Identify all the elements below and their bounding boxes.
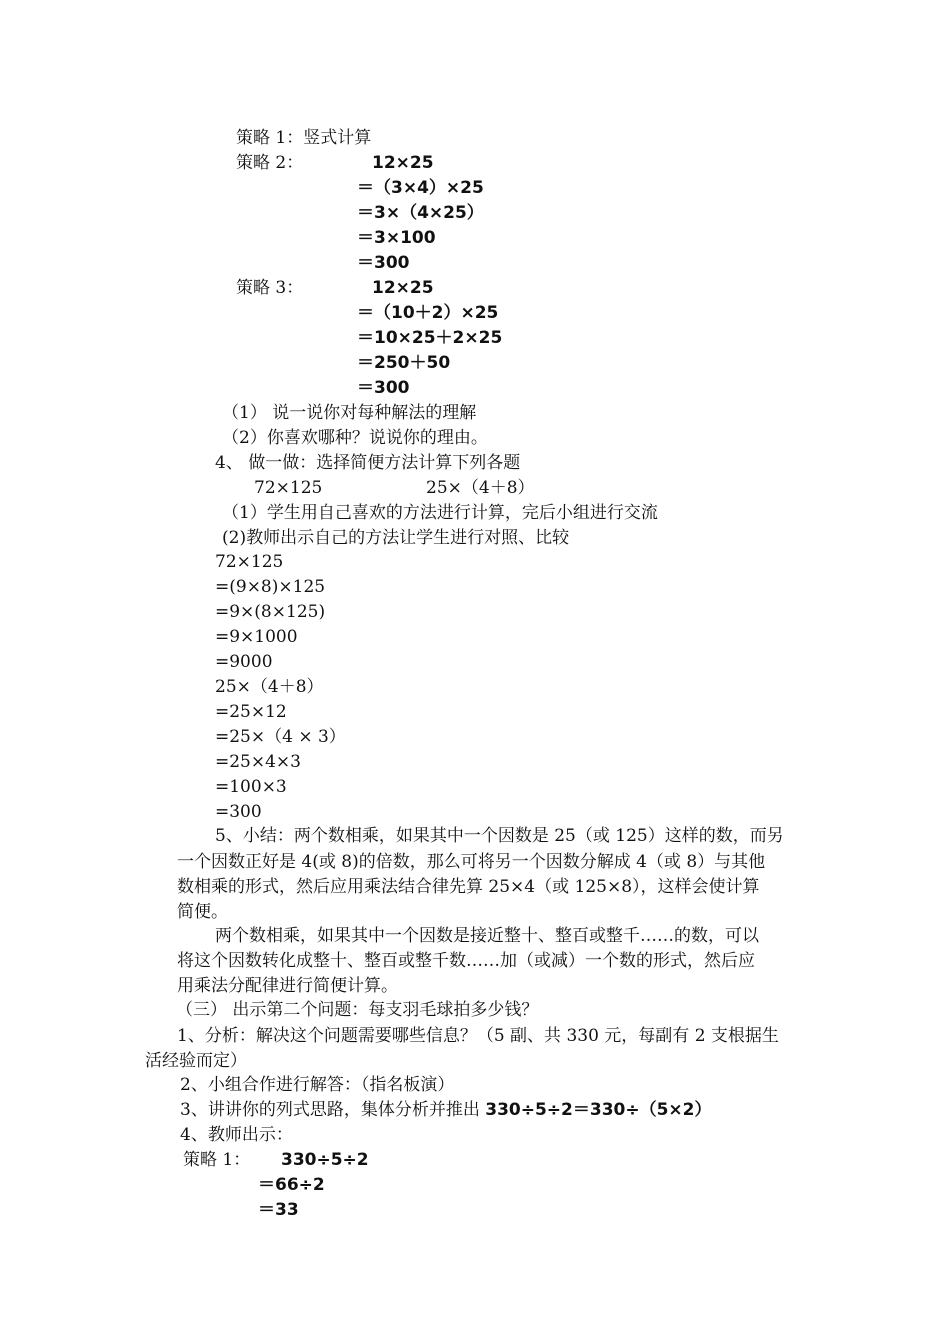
part-3-teacher-shows: 4、教师出示：: [180, 1125, 293, 1145]
question-1: （1） 说一说你对每种解法的理解: [222, 403, 477, 423]
part-3-strategy-step: ＝33: [258, 1200, 299, 1220]
calc-b-line: 25×（4＋8）: [215, 677, 324, 697]
part-3-strategy-step: 330÷5÷2: [281, 1150, 369, 1170]
strategy-2-step: ＝3×100: [357, 228, 436, 248]
exercise-expression-a: 72×125: [254, 478, 323, 498]
calc-a-line: =9000: [215, 652, 273, 672]
strategy-2-step: ＝3×（4×25）: [357, 203, 484, 223]
part-3-group-work: 2、小组合作进行解答：（指名板演）: [180, 1075, 455, 1095]
summary-paragraph-2-line: 两个数相乘，如果其中一个因数是接近整十、整百或整千……的数，可以: [215, 926, 759, 946]
summary-paragraph-1-line: 一个因数正好是 4(或 8)的倍数，那么可将另一个因数分解成 4（或 8）与其他: [177, 852, 766, 872]
calc-a-line: 72×125: [215, 552, 284, 572]
part-3-analysis-line: 活经验而定）: [145, 1051, 247, 1071]
summary-paragraph-1-line: 数相乘的形式，然后应用乘法结合律先算 25×4（或 125×8），这样会使计算: [177, 877, 760, 897]
part-3-reasoning: [180, 1098, 712, 1122]
summary-paragraph-1-line: 简便。: [177, 902, 228, 922]
strategy-3-step: ＝250＋50: [357, 353, 451, 373]
part-3-strategy-step: ＝66÷2: [258, 1175, 325, 1195]
calc-a-line: =9×1000: [215, 627, 298, 647]
part-3-strategy-label: 策略 1：: [183, 1150, 251, 1170]
strategy-2-step: ＝300: [357, 253, 410, 273]
section-4-title: 4、 做一做：选择简便方法计算下列各题: [215, 453, 521, 473]
summary-paragraph-2-line: 将这个因数转化成整十、整百或整千数……加（或减）一个数的形式，然后应: [177, 951, 755, 971]
question-2: （2）你喜欢哪种？说说你的理由。: [222, 428, 488, 448]
strategy-3-label: 策略 3：: [236, 278, 304, 298]
calc-b-line: =25×4×3: [215, 752, 301, 772]
strategy-3-step: ＝10×25＋2×25: [357, 328, 503, 348]
strategy-3-step: ＝（10＋2）×25: [357, 303, 499, 323]
calc-b-line: =25×（4 × 3）: [215, 727, 346, 747]
strategy-2-label: 策略 2：: [236, 153, 304, 173]
calc-b-line: =25×12: [215, 702, 287, 722]
part-3-reasoning-formula: 330÷5÷2＝330÷（5×2）: [485, 1100, 712, 1120]
summary-paragraph-2-line: 用乘法分配律进行简便计算。: [177, 976, 398, 996]
part-3-analysis-line: 1、分析：解决这个问题需要哪些信息？（5 副、共 330 元，每副有 2 支根据生: [177, 1026, 779, 1046]
calc-a-line: =9×(8×125): [215, 602, 326, 622]
strategy-2-step: ＝（3×4）×25: [357, 178, 484, 198]
strategy-3-step: ＝300: [357, 378, 410, 398]
calc-a-line: =(9×8)×125: [215, 577, 326, 597]
section-4-step-1: （1）学生用自己喜欢的方法进行计算，完后小组进行交流: [222, 503, 658, 523]
part-3-title: （三） 出示第二个问题：每支羽毛球拍多少钱？: [176, 1000, 539, 1020]
exercise-expression-b: 25×（4＋8）: [426, 478, 535, 498]
strategy-3-step: 12×25: [372, 278, 434, 298]
part-3-reasoning-text: 3、讲讲你的列式思路，集体分析并推出: [180, 1100, 486, 1120]
calc-b-line: =300: [215, 802, 262, 822]
section-4-step-2: (2)教师出示自己的方法让学生进行对照、比较: [222, 528, 570, 548]
calc-b-line: =100×3: [215, 777, 287, 797]
strategy-2-step: 12×25: [372, 153, 434, 173]
summary-paragraph-1-line: 5、小结：两个数相乘，如果其中一个因数是 25（或 125）这样的数，而另: [215, 826, 784, 846]
strategy-1-line: 策略 1：竖式计算: [236, 128, 372, 148]
